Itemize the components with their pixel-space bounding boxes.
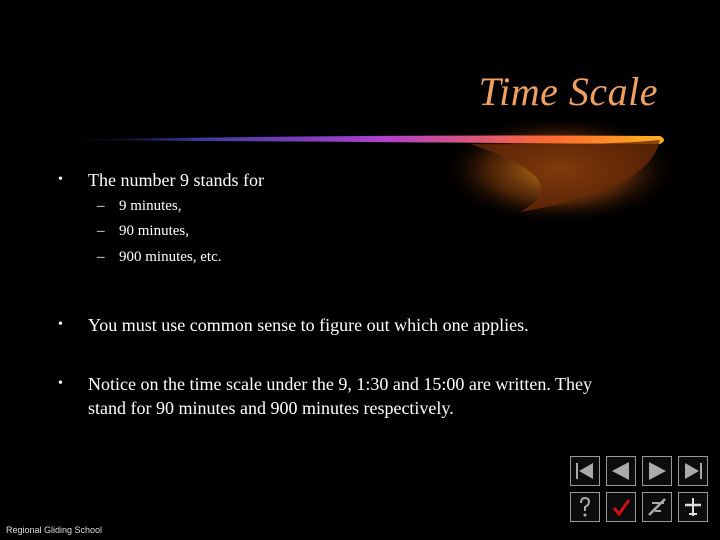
previous-slide-button[interactable] <box>606 456 636 486</box>
previous-icon <box>607 457 635 485</box>
bullet-text: Notice on the time scale under the 9, 1:30 and 15:00 are written. They <box>88 374 593 394</box>
check-icon <box>607 493 635 521</box>
sub-bullet-item <box>97 247 221 267</box>
last-icon <box>679 457 707 485</box>
sub-bullet-text: 900 minutes, etc. <box>119 249 222 265</box>
sub-bullet-marker: – <box>97 198 105 214</box>
glider-button[interactable] <box>678 492 708 522</box>
next-icon <box>643 457 671 485</box>
sub-bullet-item <box>97 196 182 216</box>
sub-bullet-item <box>97 221 189 241</box>
bullet-marker: • <box>58 172 63 187</box>
bullet-marker: • <box>58 376 63 391</box>
sub-bullet-marker: – <box>97 249 105 265</box>
cross-glider-button[interactable] <box>642 492 672 522</box>
footer-text: Regional Gliding School <box>6 525 103 535</box>
bullet-text: The number 9 stands for <box>88 170 264 190</box>
cross-glider-icon <box>643 493 671 521</box>
first-slide-button[interactable] <box>570 456 600 486</box>
check-button[interactable] <box>606 492 636 522</box>
first-icon <box>571 457 599 485</box>
next-slide-button[interactable] <box>642 456 672 486</box>
slide-title: Time Scale <box>478 69 658 114</box>
bullet-text-continued: stand for 90 minutes and 900 minutes respectively. <box>88 398 454 418</box>
sub-bullet-text: 90 minutes, <box>119 223 189 239</box>
sub-bullet-text: 9 minutes, <box>119 198 182 214</box>
glider-icon <box>679 493 707 521</box>
bullet-marker: • <box>58 317 63 332</box>
sub-bullet-marker: – <box>97 223 105 239</box>
last-slide-button[interactable] <box>678 456 708 486</box>
help-icon <box>571 493 599 521</box>
bullet-text: You must use common sense to figure out which one applies. <box>88 315 529 335</box>
help-button[interactable] <box>570 492 600 522</box>
